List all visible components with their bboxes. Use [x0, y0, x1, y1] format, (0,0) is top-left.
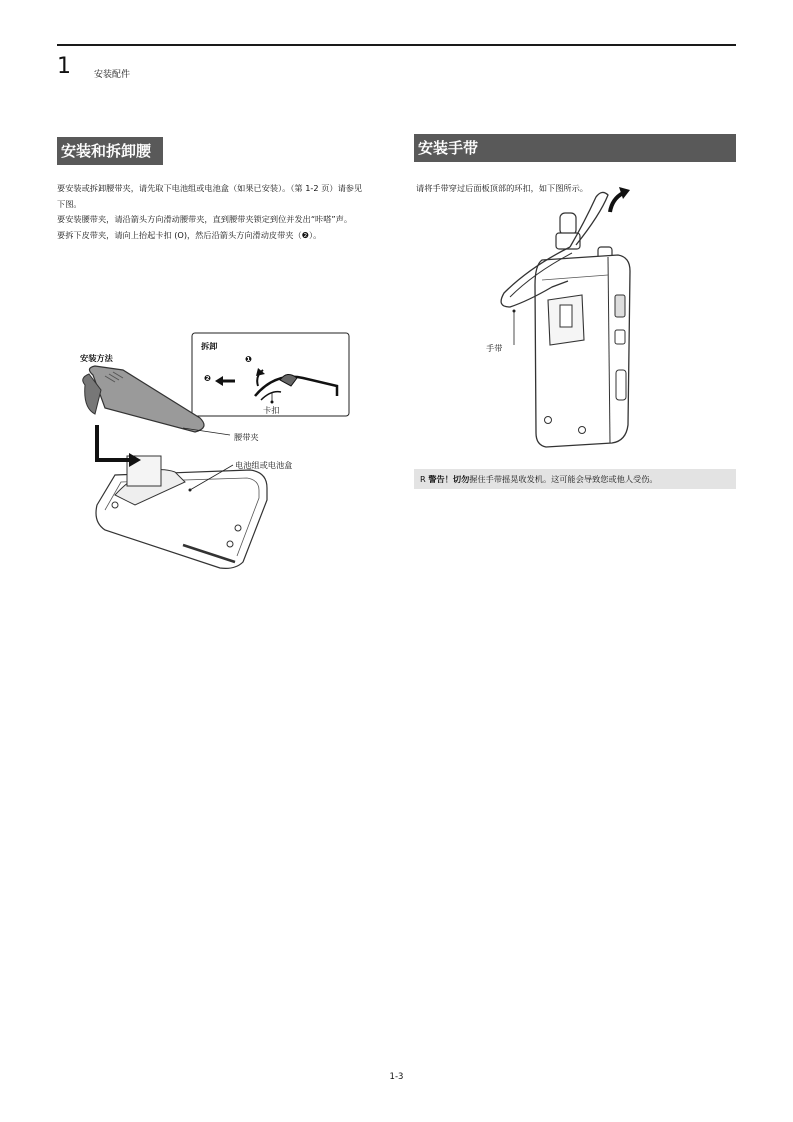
battery-label: 电池组或电池盒	[235, 460, 293, 470]
paragraph-remove-battery: 要安装或拆卸腰带夹，请先取下电池组或电池盒（如果已安装）。（第 1-2 页）请参见下图。	[57, 183, 363, 209]
hand-strap-illustration	[480, 185, 650, 450]
chapter-title: 安装配件	[94, 70, 131, 80]
warning-text: 握住手带摇晃收发机。这可能会导致您或他人受伤。	[469, 474, 658, 484]
paragraph-install-clip: 要安装腰带夹，请沿箭头方向滑动腰带夹，直到腰带夹锁定到位并发出“咔嗒”声。	[57, 214, 353, 225]
warning-prefix: R	[420, 474, 426, 484]
hand-strap-figure	[480, 185, 650, 450]
section-title-hand-strap: 安装手带	[414, 134, 736, 162]
hand-strap-label: 手带	[486, 343, 503, 353]
step-1-marker: ❶	[245, 354, 252, 364]
belt-clip-illustration	[75, 330, 355, 575]
hand-strap-instructions: 请将手带穿过后面板顶部的环扣，如下图所示。	[416, 183, 588, 193]
section-title-belt-clip: 安装和拆卸腰带夹	[57, 137, 163, 165]
belt-clip-figure	[75, 330, 355, 575]
install-method-label: 安装方法	[80, 353, 113, 363]
warning-bold: 警告！切勿	[428, 474, 470, 484]
remove-label: 拆卸	[201, 341, 218, 351]
latch-label: 卡扣	[263, 405, 280, 415]
belt-clip-label: 腰带夹	[234, 432, 259, 442]
header-rule	[57, 44, 736, 46]
paragraph-remove-clip: 要拆下皮带夹，请向上抬起卡扣 (O)，然后沿箭头方向滑动皮带夹（❷）。	[57, 229, 322, 240]
chapter-number: 1	[57, 54, 71, 79]
belt-clip-instructions	[57, 181, 365, 243]
step-2-marker: ❷	[204, 373, 211, 383]
page-number: 1-3	[389, 1072, 404, 1082]
warning-box	[414, 469, 736, 489]
